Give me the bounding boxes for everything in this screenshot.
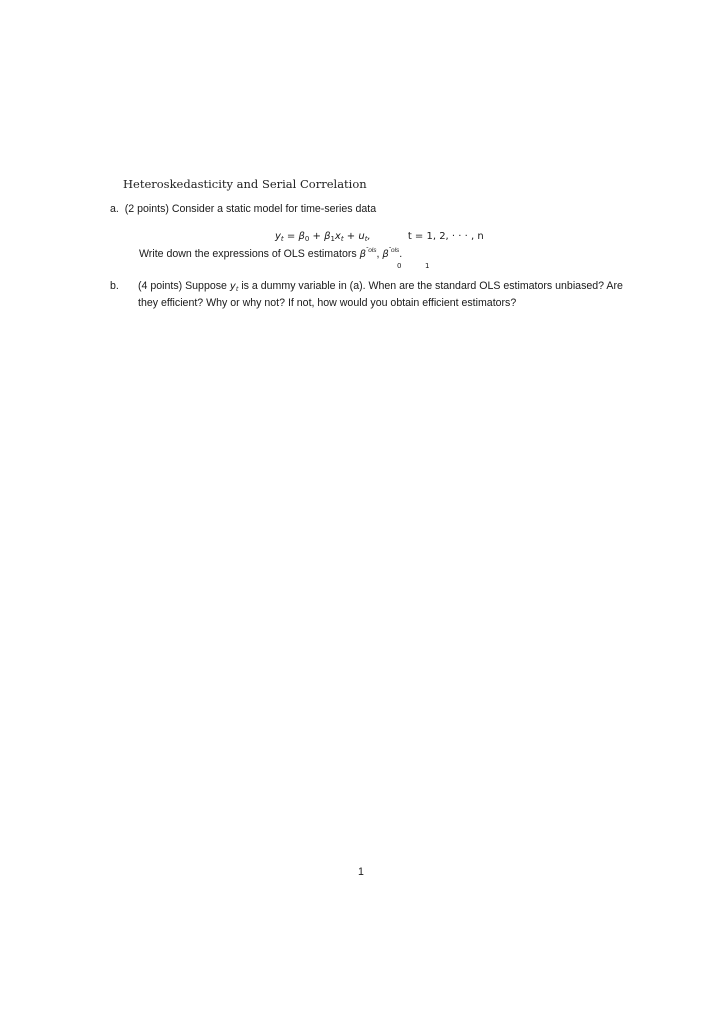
- estimator-separator: ,: [376, 248, 383, 260]
- hat-0: ˆ: [366, 247, 369, 254]
- estimator-beta1: β: [382, 249, 389, 260]
- eq-beta1-sub: 1: [330, 235, 335, 243]
- part-b-label: b.: [110, 280, 119, 292]
- eq-x-sub: t: [340, 235, 344, 243]
- ols-sup-0: ols: [368, 247, 377, 254]
- estimator-index-1: 1: [425, 262, 430, 270]
- ols-sup-1: ols: [390, 247, 400, 254]
- eq-plus-1: +: [312, 231, 321, 242]
- part-b-text-after: is a dummy variable in (a). When are the standard OLS estimators unbiased? Are they efficient? Why or why not? If not, how would you obtain efficient estimators?: [138, 280, 623, 309]
- eq-x: x: [334, 231, 341, 242]
- part-b-var: y: [229, 281, 236, 292]
- part-b-var-sub: t: [235, 285, 239, 293]
- eq-beta1: β: [324, 231, 331, 242]
- section-heading: Heteroskedasticity and Serial Correlation: [123, 177, 367, 191]
- estimator-period: .: [399, 248, 403, 260]
- eq-beta0-sub: 0: [304, 235, 310, 243]
- eq-u: u: [358, 231, 365, 242]
- page-number: 1: [358, 866, 364, 878]
- eq-beta0: β: [298, 231, 305, 242]
- part-a-label: a.: [110, 203, 119, 215]
- eq-range: t = 1, 2, · · · , n: [407, 231, 484, 242]
- eq-y: y: [275, 231, 281, 242]
- part-b-question: [110, 279, 630, 311]
- instruction-text: Write down the expressions of OLS estimators: [139, 248, 357, 260]
- eq-y-sub: t: [280, 235, 284, 243]
- estimator-beta0: β: [359, 249, 367, 260]
- model-equation: $y_t = \beta_0 + \beta_1x_t + u_t$, t = 1, 2, · · · , n: [275, 231, 484, 243]
- part-a-question: [110, 203, 376, 215]
- part-b-text-before: (4 points) Suppose: [138, 280, 227, 292]
- eq-plus-2: +: [346, 231, 356, 242]
- eq-equals: =: [286, 231, 296, 242]
- part-b-body: [138, 279, 630, 311]
- estimator-index-0: 0: [397, 262, 402, 270]
- hat-1: ˆ: [388, 247, 391, 254]
- part-a-text: (2 points) Consider a static model for time-series data: [124, 203, 377, 215]
- part-a-instruction: [139, 248, 402, 260]
- eq-u-sub: t: [364, 235, 368, 243]
